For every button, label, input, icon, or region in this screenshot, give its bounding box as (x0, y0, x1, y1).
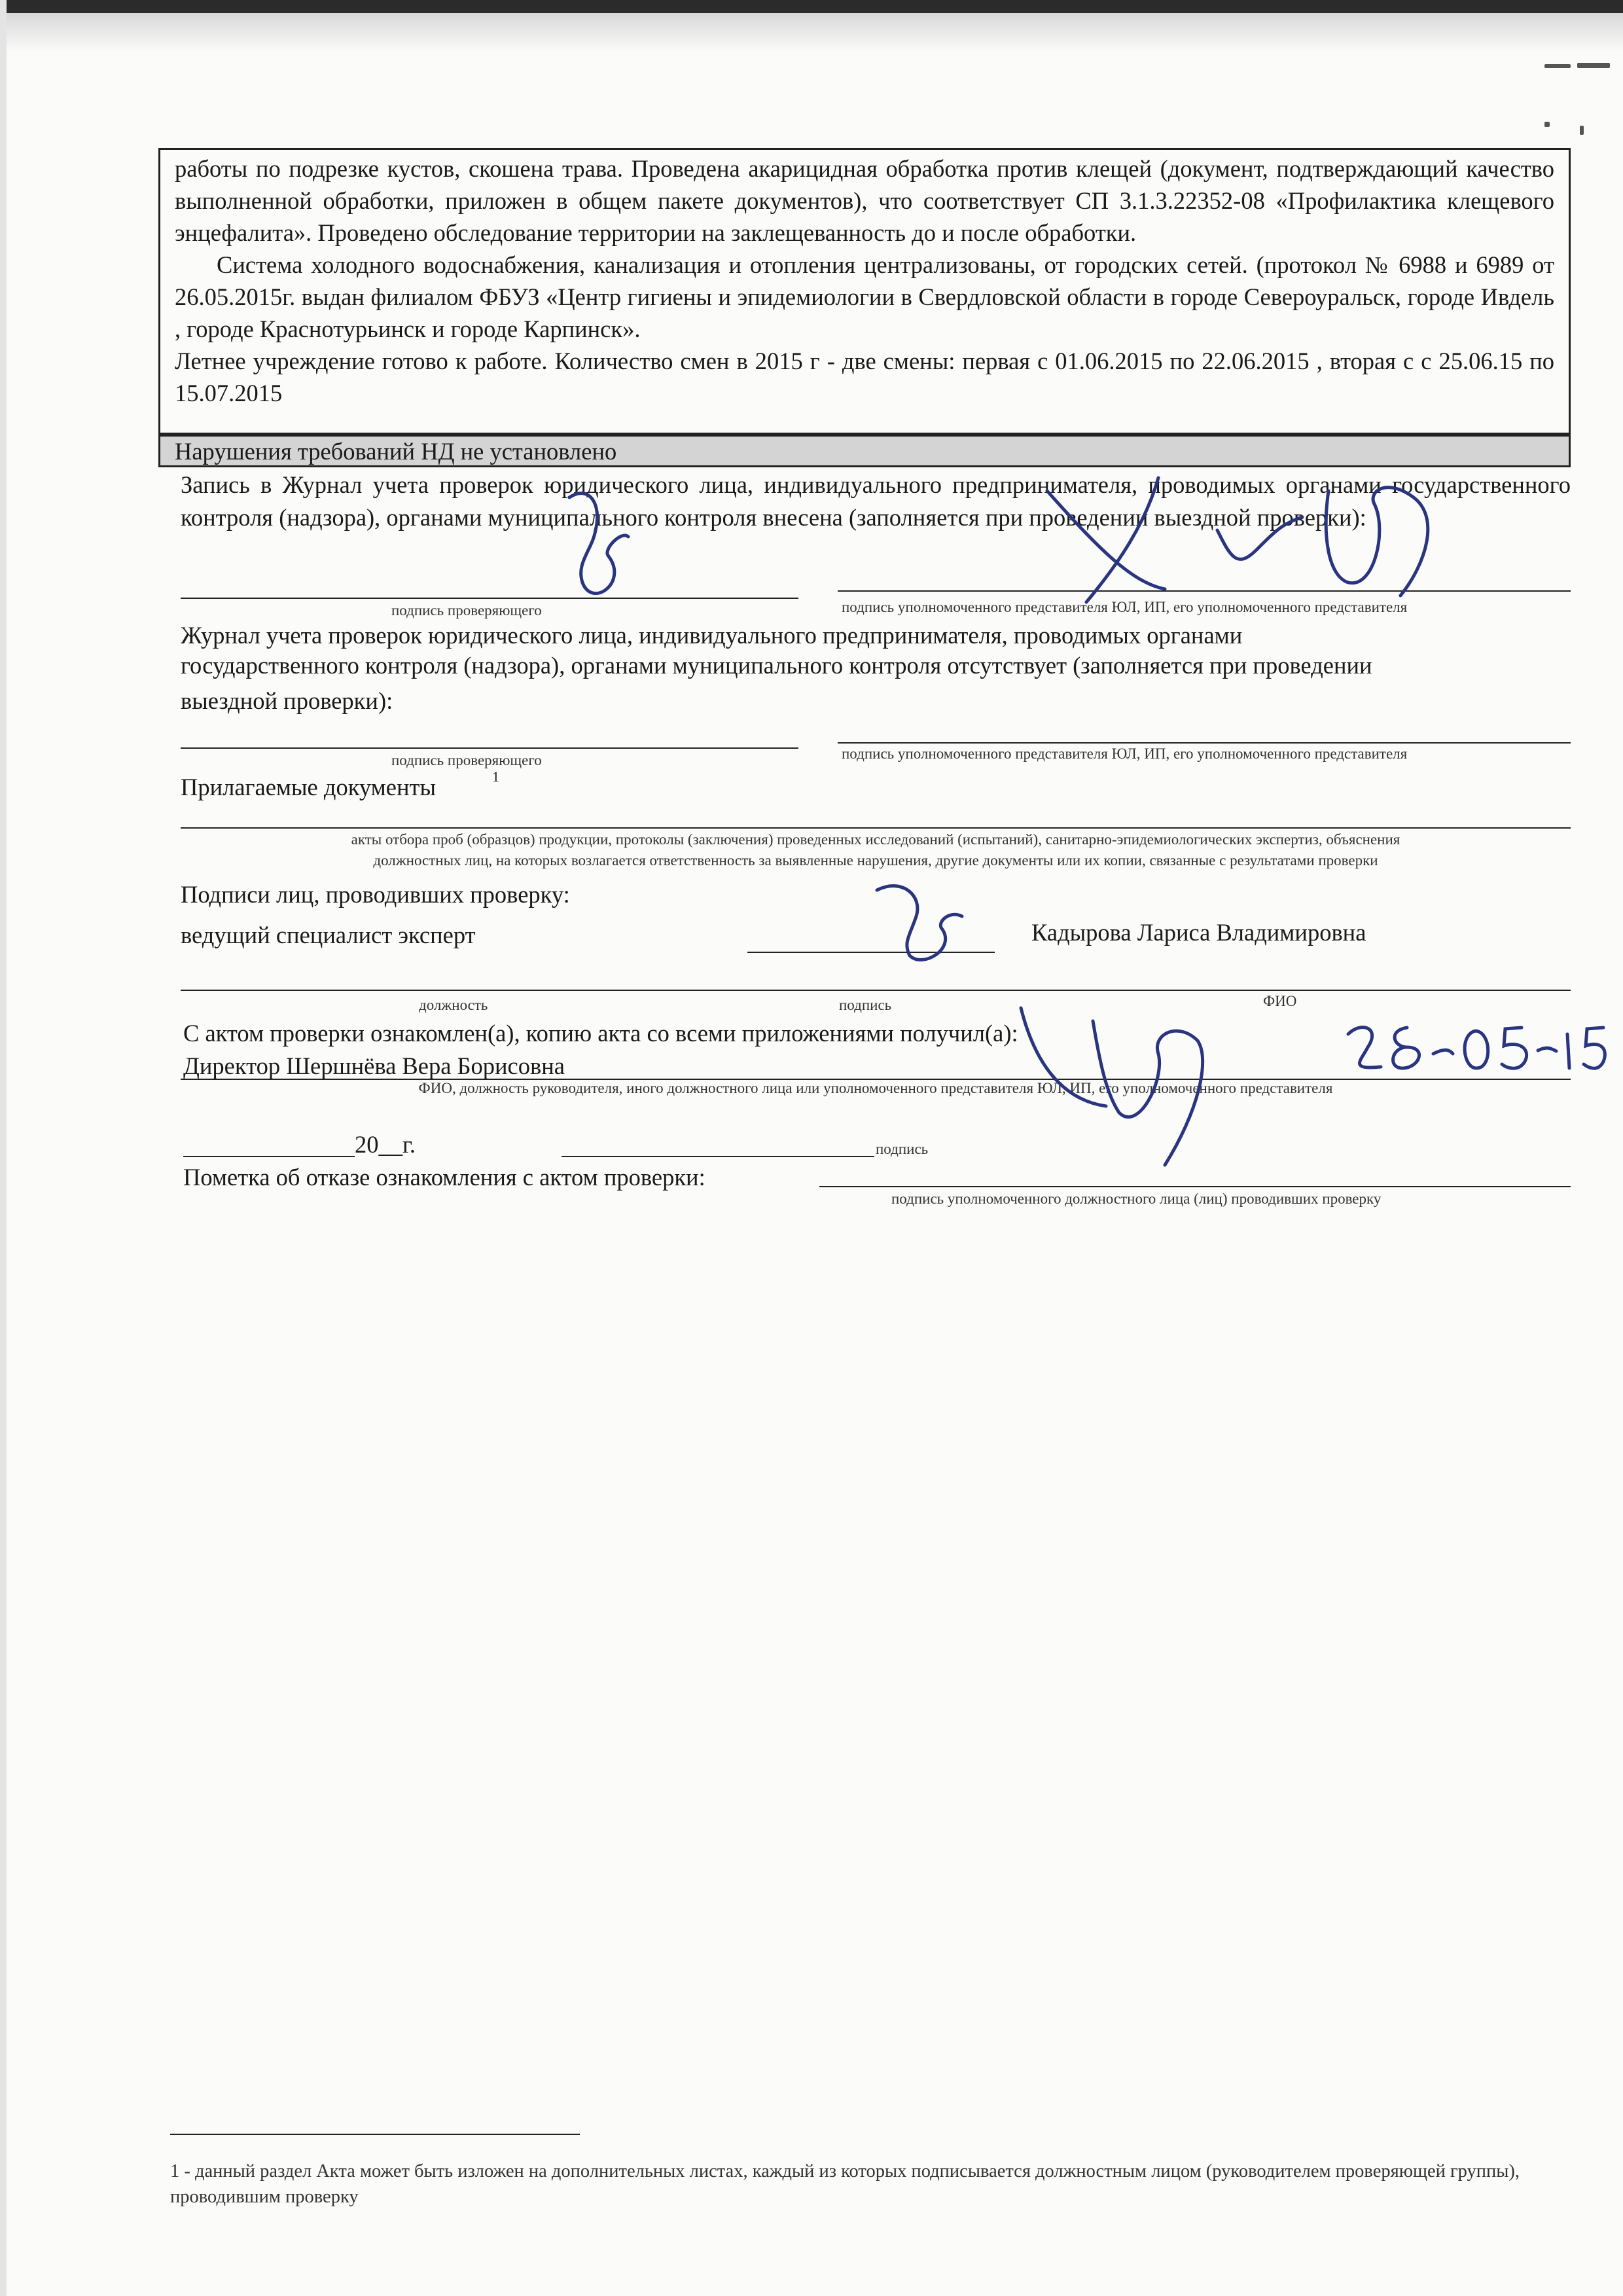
journal-absent-line3: выездной проверки): (181, 687, 393, 714)
findings-text (175, 152, 1554, 409)
representative-signature-caption: подпись уполномоченного представителя ЮЛ, ИП, его уполномоченного представителя (842, 599, 1408, 615)
inspector-name: Кадырова Лариса Владимировна (1031, 919, 1366, 946)
inspector-signature-scribble-2 (864, 864, 982, 969)
scan-top-edge (0, 0, 1623, 13)
journal-absent-line2: государственного контроля (надзора), органами муниципального контроля отсутствует (заполняется при проведении (181, 652, 1372, 679)
inspector-signature-line (181, 598, 798, 599)
refusal-label: Пометка об отказе ознакомления с актом проверки: (183, 1164, 705, 1191)
director-name: Директор Шершнёва Вера Борисовна (183, 1052, 565, 1079)
paragraph-water-supply: Система холодного водоснабжения, канализация и отопления централизованы, от городских сетей. (протокол № 6988 и 6989 от 26.05.2015г. выдан филиалом ФБУЗ «Центр гигиены и эпидемиологии в Свердловской области в городе Североуральск, городе Ивдель , городе Краснотурьинск и городе Карпинск». (175, 251, 1554, 342)
footnote-marker: 1 (492, 768, 499, 785)
journal-entry-text: Запись в Журнал учета проверок юридического лица, индивидуального предпринимателя, проводимых органами государственного контроля (надзора), органами муниципального контроля внесена (заполняется при проведении выездной проверки): (181, 471, 1571, 531)
findings-table (158, 148, 1571, 435)
scan-speck (1544, 122, 1550, 127)
date-signature-line (562, 1156, 874, 1157)
inspector-signature-line-2 (181, 747, 798, 749)
footnote-separator (170, 2134, 580, 2135)
handwritten-date (1335, 1008, 1610, 1086)
date-signature-caption: подпись (876, 1141, 929, 1157)
scan-shadow (0, 13, 1623, 52)
scan-speck (1580, 126, 1584, 135)
violations-text: Нарушения требований НД не установлено (175, 438, 617, 465)
inspector-signature-scribble (530, 458, 661, 628)
representative-signature-scribble (1021, 452, 1479, 609)
attached-documents-line (181, 827, 1571, 829)
attached-caption-line1: акты отбора проб (образцов) продукции, протоколы (заключения) проведенных исследований (испытаний), санитарно-эпидемиологических экспертиз, объяснения (351, 831, 1400, 848)
inspector-position: ведущий специалист эксперт (181, 922, 476, 948)
date-line-left (183, 1156, 355, 1157)
representative-signature-line-2 (838, 742, 1571, 744)
caption-signature: подпись (839, 997, 892, 1013)
refusal-line (819, 1186, 1571, 1187)
year-template: 20__г. (355, 1131, 416, 1158)
director-signature-scribble (1008, 982, 1230, 1178)
paragraph-readiness: Летнее учреждение готово к работе. Количество смен в 2015 г - две смены: первая с 01.06.2015 по 22.06.2015 , вторая с с 25.06.15 по 15.07.2015 (175, 348, 1554, 406)
scan-speck (1577, 63, 1610, 68)
attached-caption-line2: должностных лиц, на которых возлагается ответственность за выявленные нарушения, другие документы или их копии, связанные с результатами проверки (373, 852, 1378, 869)
inspectors-line (181, 990, 1571, 991)
journal-absent-line1: Журнал учета проверок юридического лица, индивидуального предпринимателя, проводимых органами (181, 622, 1243, 649)
director-caption: ФИО, должность руководителя, иного должностного лица или уполномоченного представителя ЮЛ, ИП, его уполномоченного представителя (418, 1080, 1333, 1096)
caption-name: ФИО (1263, 993, 1297, 1009)
caption-position: должность (419, 997, 488, 1013)
scan-left-edge (0, 0, 7, 2296)
footnote-text: 1 - данный раздел Акта может быть изложен на дополнительных листах, каждый из которых подписывается должностным лицом (руководителем проверяющей группы), проводившим проверку (170, 2161, 1520, 2207)
inspector-signature-caption-2: подпись проверяющего (391, 752, 542, 768)
inspector-signature-caption: подпись проверяющего (391, 602, 542, 619)
paragraph-acaricide: работы по подрезке кустов, скошена трава. Проведена акарицидная обработка против клещей (документ, подтверждающий качество выполненной обработки, приложен в общем пакете документов), что соответствует СП 3.1.3.22352-08 «Профилактика клещевого энцефалита». Проведено обследование территории на заклещеванность до и после обработки. (175, 155, 1554, 246)
scan-speck (1544, 64, 1571, 68)
refusal-caption: подпись уполномоченного должностного лица (лиц) проводивших проверку (891, 1191, 1382, 1207)
representative-signature-caption-2: подпись уполномоченного представителя ЮЛ, ИП, его уполномоченного представителя (842, 745, 1408, 762)
inspectors-label: Подписи лиц, проводивших проверку: (181, 881, 570, 908)
acknowledgement-label: С актом проверки ознакомлен(а), копию акта со всеми приложениями получил(а): (183, 1020, 1018, 1047)
attached-documents-label: Прилагаемые документы (181, 774, 436, 800)
